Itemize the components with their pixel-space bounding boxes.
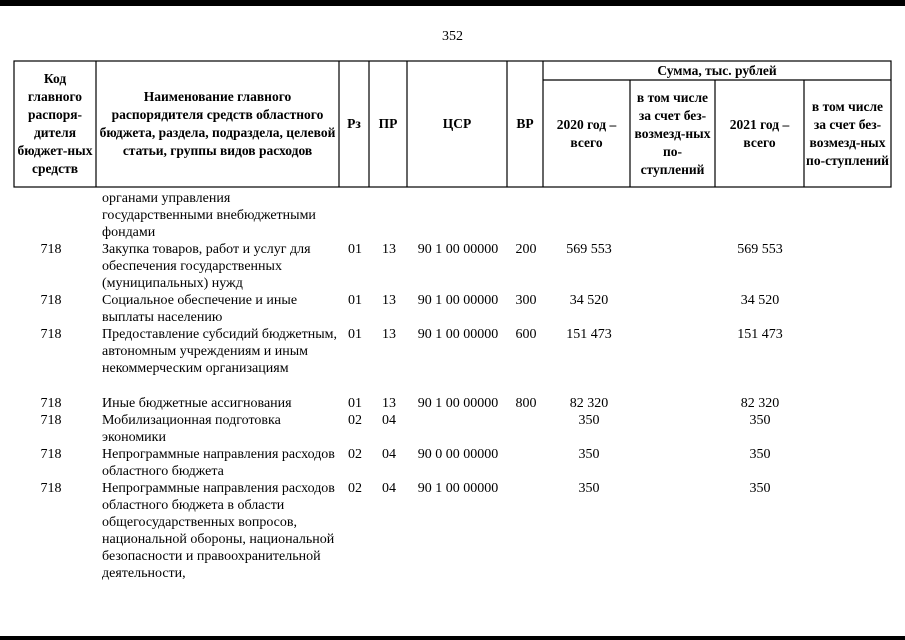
row-sum-2020: 34 520: [569, 293, 609, 308]
row-code: 718: [40, 242, 62, 257]
row-vr: 300: [515, 293, 537, 308]
row-code: 718: [40, 293, 62, 308]
bottom-border: [0, 636, 905, 640]
header-2021-total: 2021 год – всего: [729, 116, 790, 150]
row-pr: 13: [382, 327, 396, 342]
row-sum-2021: 350: [749, 447, 771, 462]
row-vr: 200: [515, 242, 537, 257]
row-sum-2021: 82 320: [740, 396, 780, 411]
row-csr: 90 1 00 00000: [417, 242, 499, 257]
row-code: 718: [40, 481, 62, 496]
row-sum-2021: 350: [749, 481, 771, 496]
row-sum-2021: 350: [749, 413, 771, 428]
header-name: Наименование главного распорядителя средств областного бюджета, раздела, подраздела, целевой статьи, группы видов расходов: [99, 89, 336, 158]
header-code: Код главного распоря-дителя бюджет-ных средств: [17, 71, 93, 176]
row-sum-2021: 569 553: [737, 242, 783, 257]
row-sum-2020: 350: [578, 447, 600, 462]
row-name: органами управления государственными внебюджетными фондами: [102, 191, 316, 240]
row-name: Закупка товаров, работ и услуг для обеспечения государственных (муниципальных) нужд: [102, 242, 311, 291]
row-sum-2020: 350: [578, 481, 600, 496]
page-number: 352: [442, 29, 463, 44]
row-pr: 04: [382, 481, 396, 496]
header-2020-gratis: в том числе за счет без-возмезд-ных по-ступлений: [634, 89, 711, 177]
header-2020-total: 2020 год – всего: [556, 116, 617, 150]
header-rz: Рз: [347, 116, 361, 131]
row-sum-2020: 350: [578, 413, 600, 428]
row-sum-2020: 82 320: [569, 396, 609, 411]
row-pr: 04: [382, 447, 396, 462]
row-vr: 600: [515, 327, 537, 342]
row-rz: 01: [348, 327, 362, 342]
row-csr: 90 1 00 00000: [417, 481, 499, 496]
row-sum-2020: 151 473: [566, 327, 612, 342]
row-name: Непрограммные направления расходов областного бюджета в области общегосударственных вопросов, национальной обороны, национальной безопасности и правоохранительной деятельности,: [102, 481, 335, 581]
row-name: Социальное обеспечение и иные выплаты населению: [102, 293, 298, 325]
row-rz: 01: [348, 293, 362, 308]
top-border: [0, 0, 905, 6]
row-name: Иные бюджетные ассигнования: [102, 396, 292, 411]
row-name: Мобилизационная подготовка экономики: [102, 413, 281, 445]
header-pr: ПР: [378, 116, 398, 131]
row-name: Предоставление субсидий бюджетным, автономным учреждениям и иным некоммерческим организациям: [102, 327, 338, 376]
header-sum: Сумма, тыс. рублей: [657, 62, 777, 78]
row-name: Непрограммные направления расходов областного бюджета: [102, 447, 335, 479]
row-rz: 02: [348, 481, 362, 496]
row-pr: 13: [382, 293, 396, 308]
header-vr: ВР: [516, 116, 534, 131]
row-sum-2021: 34 520: [740, 293, 780, 308]
row-code: 718: [40, 447, 62, 462]
row-sum-2020: 569 553: [566, 242, 612, 257]
row-rz: 02: [348, 413, 362, 428]
row-csr: 90 1 00 00000: [417, 293, 499, 308]
row-pr: 04: [382, 413, 396, 428]
row-rz: 02: [348, 447, 362, 462]
row-sum-2021: 151 473: [737, 327, 783, 342]
row-pr: 13: [382, 242, 396, 257]
row-rz: 01: [348, 242, 362, 257]
row-csr: 90 1 00 00000: [417, 396, 499, 411]
row-code: 718: [40, 413, 62, 428]
row-vr: 800: [515, 396, 537, 411]
header-2021-gratis: в том числе за счет без-возмезд-ных по-ступлений: [806, 98, 889, 168]
header-csr: ЦСР: [442, 116, 472, 131]
row-pr: 13: [382, 396, 396, 411]
row-csr: 90 0 00 00000: [417, 447, 499, 462]
row-code: 718: [40, 396, 62, 411]
row-rz: 01: [348, 396, 362, 411]
row-code: 718: [40, 327, 62, 342]
row-csr: 90 1 00 00000: [417, 327, 499, 342]
